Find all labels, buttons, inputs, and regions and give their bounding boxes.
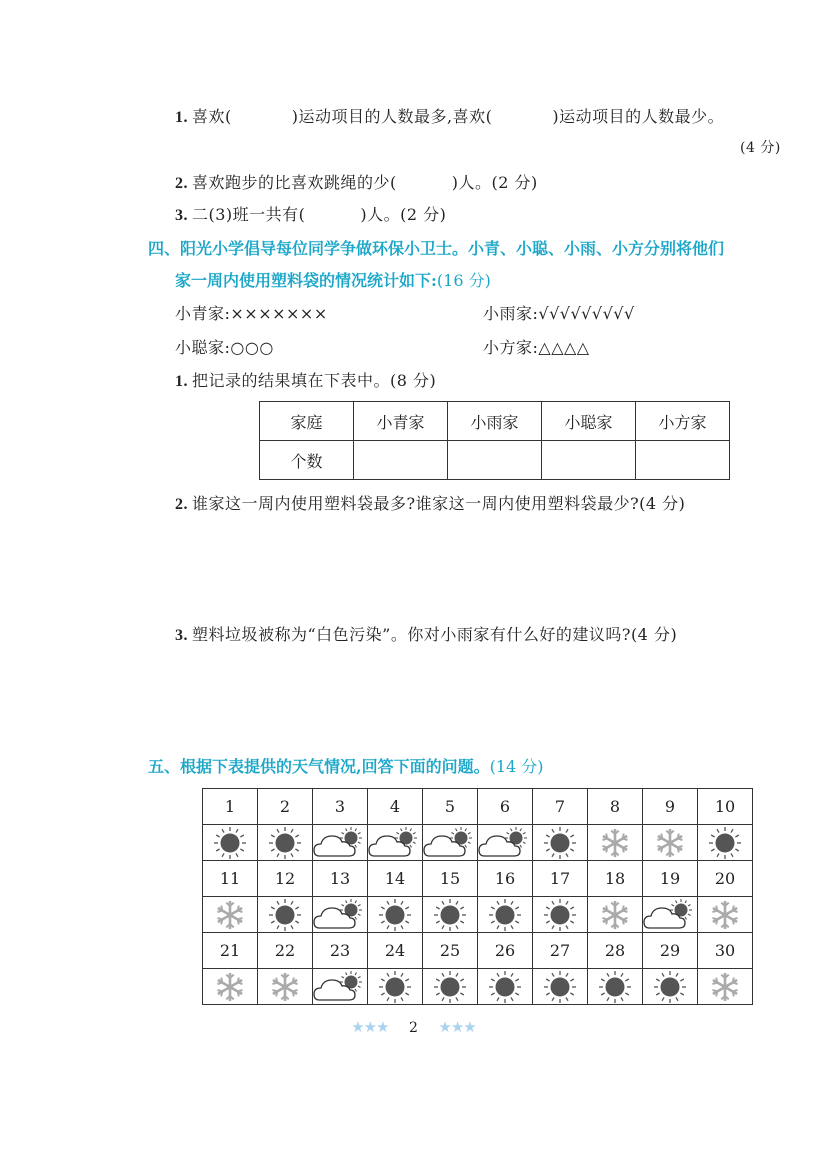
weather-cell: [423, 969, 478, 1005]
sun-icon: [268, 827, 302, 859]
table-row-label: 个数: [260, 441, 354, 480]
weather-cell: [203, 825, 258, 861]
day-number: 16: [478, 861, 533, 897]
sun-icon: [433, 971, 467, 1003]
cloudy-icon: [478, 827, 532, 859]
weather-cell: [313, 825, 368, 861]
sun-icon: [378, 971, 412, 1003]
sun-icon: [378, 899, 412, 931]
record-xiaoqing: 小青家:×××××××: [175, 304, 328, 323]
day-number: 2: [258, 789, 313, 825]
weather-cell: [258, 969, 313, 1005]
record-xiaoyu: 小雨家:√√√√√√√√√: [483, 304, 635, 323]
cloudy-icon: [313, 971, 367, 1003]
weather-cell: [588, 969, 643, 1005]
weather-cell: [423, 897, 478, 933]
cloudy-icon: [643, 899, 697, 931]
record-xiaocong: 小聪家:○○○: [175, 338, 274, 357]
day-number: 12: [258, 861, 313, 897]
sun-icon: [543, 827, 577, 859]
weather-cell: [203, 969, 258, 1005]
section-4-title-line2: 家一周内使用塑料袋的情况统计如下:(16 分): [175, 271, 491, 290]
question-2: 2. 喜欢跑步的比喜欢跳绳的少( )人。(2 分): [175, 173, 538, 192]
day-number: 5: [423, 789, 478, 825]
day-number: 26: [478, 933, 533, 969]
snow-icon: [708, 898, 742, 932]
weather-cell: [368, 825, 423, 861]
day-number-row: [203, 933, 753, 969]
table-header-row: [260, 402, 730, 441]
day-number: 27: [533, 933, 588, 969]
weather-cell: [203, 897, 258, 933]
s4-question-2: 2. 谁家这一周内使用塑料袋最多?谁家这一周内使用塑料袋最少?(4 分): [175, 494, 686, 513]
sun-icon: [543, 899, 577, 931]
day-number: 19: [643, 861, 698, 897]
sun-icon: [213, 827, 247, 859]
day-number: 20: [698, 861, 753, 897]
day-number-row: [203, 789, 753, 825]
weather-cell: [533, 897, 588, 933]
weather-cell: [478, 969, 533, 1005]
weather-cell: [313, 897, 368, 933]
weather-cell: [368, 897, 423, 933]
snow-icon: [268, 970, 302, 1004]
weather-cell: [313, 969, 368, 1005]
weather-cell: [588, 825, 643, 861]
table-header-cell: 小雨家: [448, 402, 542, 441]
question-1-score: (4 分): [740, 140, 781, 156]
weather-cell: [698, 825, 753, 861]
day-number: 11: [203, 861, 258, 897]
day-number: 25: [423, 933, 478, 969]
sun-icon: [433, 899, 467, 931]
day-number: 6: [478, 789, 533, 825]
cloudy-icon: [368, 827, 422, 859]
weather-cell: [533, 969, 588, 1005]
day-number: 22: [258, 933, 313, 969]
weather-cell: [478, 825, 533, 861]
day-number: 24: [368, 933, 423, 969]
footer-stars-left: ★★★: [351, 1018, 389, 1036]
sun-icon: [488, 899, 522, 931]
page-footer: [0, 1018, 827, 1036]
day-number: 9: [643, 789, 698, 825]
day-number: 7: [533, 789, 588, 825]
day-number: 23: [313, 933, 368, 969]
table-header-cell: 小聪家: [542, 402, 636, 441]
cloudy-icon: [313, 899, 367, 931]
section-4-title: 四、阳光小学倡导每位同学争做环保小卫士。小青、小聪、小雨、小方分别将他们: [148, 239, 725, 258]
day-number: 17: [533, 861, 588, 897]
day-number: 28: [588, 933, 643, 969]
weather-icon-row: [203, 897, 753, 933]
day-number: 18: [588, 861, 643, 897]
sun-icon: [488, 971, 522, 1003]
weather-cell: [258, 897, 313, 933]
day-number: 4: [368, 789, 423, 825]
plastic-bag-table: [259, 401, 730, 480]
weather-cell: [478, 897, 533, 933]
day-number: 15: [423, 861, 478, 897]
sun-icon: [708, 827, 742, 859]
record-xiaofang: 小方家:△△△△: [483, 338, 590, 357]
weather-cell: [698, 897, 753, 933]
weather-icon-row: [203, 825, 753, 861]
snow-icon: [598, 898, 632, 932]
day-number: 3: [313, 789, 368, 825]
s4-question-1: 1. 把记录的结果填在下表中。(8 分): [175, 371, 437, 390]
answer-cell-xiaoyu[interactable]: [448, 441, 542, 480]
weather-cell: [258, 825, 313, 861]
page-number: 2: [409, 1020, 418, 1036]
snow-icon: [708, 970, 742, 1004]
day-number: 14: [368, 861, 423, 897]
weather-cell: [643, 969, 698, 1005]
day-number: 10: [698, 789, 753, 825]
table-row: [260, 441, 730, 480]
day-number: 13: [313, 861, 368, 897]
answer-cell-xiaoqing[interactable]: [354, 441, 448, 480]
answer-cell-xiaocong[interactable]: [542, 441, 636, 480]
section-5-title: 五、根据下表提供的天气情况,回答下面的问题。(14 分): [148, 757, 544, 776]
snow-icon: [598, 826, 632, 860]
day-number-row: [203, 861, 753, 897]
weather-cell: [533, 825, 588, 861]
s4-question-3: 3. 塑料垃圾被称为“白色污染”。你对小雨家有什么好的建议吗?(4 分): [175, 625, 678, 644]
sun-icon: [653, 971, 687, 1003]
day-number: 1: [203, 789, 258, 825]
day-number: 30: [698, 933, 753, 969]
weather-cell: [368, 969, 423, 1005]
answer-cell-xiaofang[interactable]: [636, 441, 730, 480]
snow-icon: [213, 970, 247, 1004]
table-header-cell: 小青家: [354, 402, 448, 441]
day-number: 29: [643, 933, 698, 969]
sun-icon: [598, 971, 632, 1003]
snow-icon: [213, 898, 247, 932]
weather-cell: [643, 825, 698, 861]
day-number: 21: [203, 933, 258, 969]
weather-cell: [588, 897, 643, 933]
table-header-cell: 家庭: [260, 402, 354, 441]
sun-icon: [543, 971, 577, 1003]
weather-table: [202, 788, 753, 1005]
weather-icon-row: [203, 969, 753, 1005]
weather-cell: [643, 897, 698, 933]
sun-icon: [268, 899, 302, 931]
snow-icon: [653, 826, 687, 860]
question-3: 3. 二(3)班一共有( )人。(2 分): [175, 205, 447, 224]
footer-stars-right: ★★★: [438, 1018, 476, 1036]
cloudy-icon: [423, 827, 477, 859]
cloudy-icon: [313, 827, 367, 859]
question-1: 1. 喜欢( )运动项目的人数最多,喜欢( )运动项目的人数最少。: [175, 107, 725, 126]
day-number: 8: [588, 789, 643, 825]
weather-cell: [423, 825, 478, 861]
table-header-cell: 小方家: [636, 402, 730, 441]
weather-cell: [698, 969, 753, 1005]
